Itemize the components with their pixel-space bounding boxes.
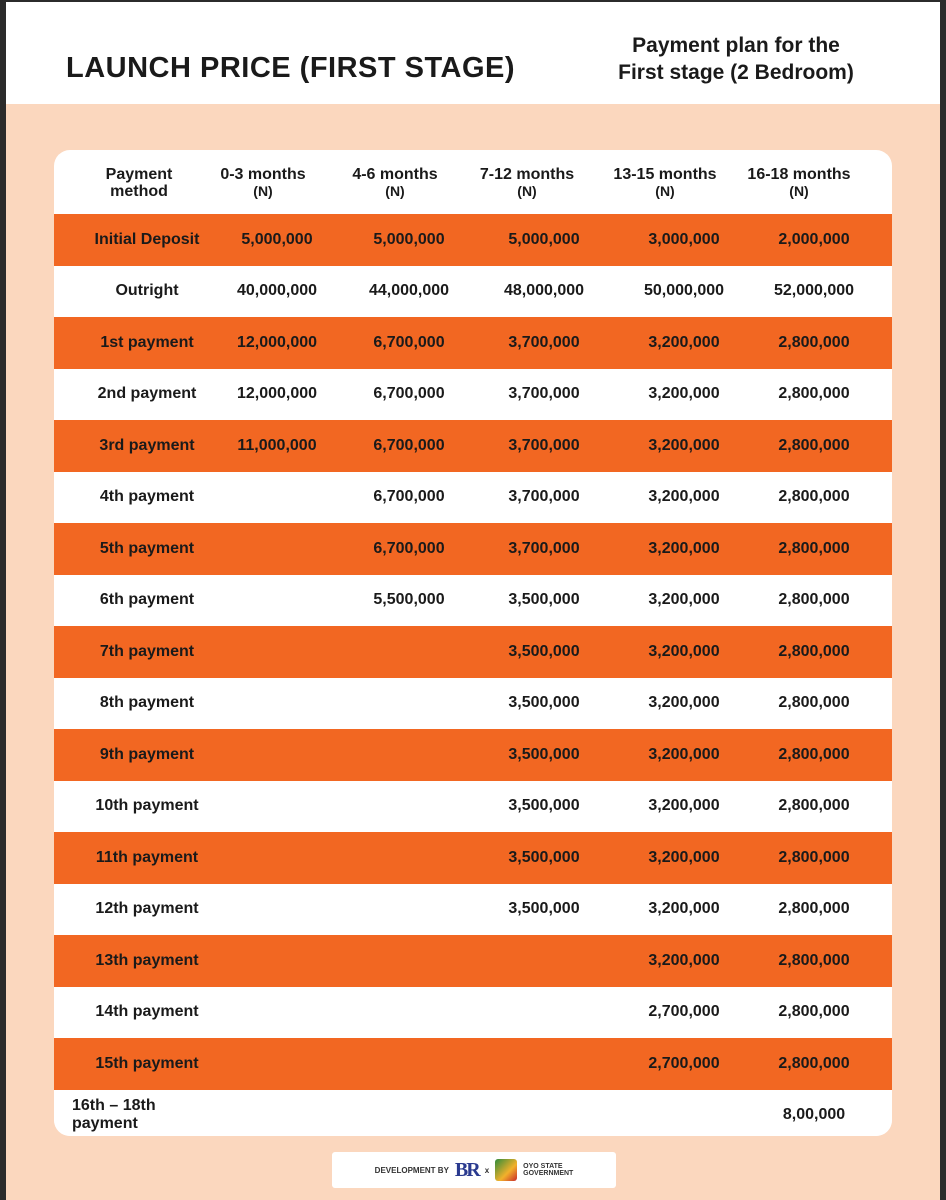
payment-method-cell: 2nd payment [97,385,197,403]
payment-method-cell: 7th payment [99,642,195,660]
amount-cell [212,1038,342,1090]
amount-cell: 2,800,000 [778,694,850,712]
table-row [54,832,892,884]
column-header-unit: (N) [655,183,675,199]
amount-cell: 3,500,000 [508,591,580,609]
amount-cell: 2,800,000 [778,1003,850,1021]
page-title: LAUNCH PRICE (FIRST STAGE) [66,52,516,84]
table-row [54,729,892,781]
amount-cell: 11,000,000 [237,436,317,454]
amount-cell: 5,000,000 [508,230,580,248]
amount-cell: 2,800,000 [778,642,850,660]
amount-cell [212,575,342,627]
amount-cell: 52,000,000 [773,282,855,300]
table-row [54,214,892,266]
amount-cell: 2,800,000 [778,539,850,557]
amount-cell [344,987,474,1039]
amount-cell [474,935,614,987]
amount-cell: 12,000,000 [236,385,318,403]
oyo-state-government-label [523,1163,573,1177]
amount-cell: 2,800,000 [778,745,850,763]
table-body [54,214,892,1136]
amount-cell [344,678,474,730]
table-row [54,987,892,1039]
column-header-payment-method [84,166,194,200]
amount-cell: 48,000,000 [503,282,585,300]
column-header-13-15-months [600,166,730,200]
amount-cell: 6,700,000 [373,333,445,351]
column-header-label: 7-12 months [479,166,575,183]
amount-cell: 3,700,000 [508,488,580,506]
amount-cell: 6,700,000 [373,385,445,403]
table-row [54,781,892,833]
amount-cell: 2,800,000 [778,797,850,815]
amount-cell [344,781,474,833]
amount-cell: 3,200,000 [648,436,720,454]
column-header-16-18-months [734,166,864,200]
amount-cell: 3,500,000 [508,848,580,866]
oyo-state-crest-icon [495,1159,517,1181]
subtitle-line-1: Payment plan for the [632,34,840,57]
table-row [54,626,892,678]
amount-cell: 5,000,000 [373,230,445,248]
amount-cell: 50,000,000 [643,282,725,300]
amount-cell: 3,200,000 [648,488,720,506]
amount-cell: 2,800,000 [778,951,850,969]
amount-cell: 2,800,000 [778,488,850,506]
amount-cell: 3,200,000 [648,642,720,660]
payment-method-cell: 10th payment [95,797,199,815]
amount-cell [212,626,342,678]
amount-cell: 2,700,000 [648,1054,720,1072]
amount-cell: 2,800,000 [778,900,850,918]
table-row [54,575,892,627]
amount-cell [212,987,342,1039]
amount-cell: 3,500,000 [508,642,580,660]
column-header-label: 4-6 months [352,166,438,183]
amount-cell [344,1090,474,1137]
amount-cell: 2,800,000 [778,436,850,454]
amount-cell: 3,200,000 [648,951,720,969]
payment-method-cell: 14th payment [95,1003,199,1021]
payment-method-cell: 1st payment [100,333,194,351]
amount-cell [344,626,474,678]
payment-method-cell: 15th payment [95,1054,199,1072]
amount-cell: 6,700,000 [373,488,445,506]
column-header-unit: (N) [517,183,537,199]
column-header-unit: (N) [789,183,809,199]
amount-cell: 3,200,000 [648,848,720,866]
amount-cell: 44,000,000 [368,282,450,300]
amount-cell: 5,000,000 [241,230,313,248]
amount-cell: 6,700,000 [373,539,445,557]
amount-cell: 3,500,000 [508,900,580,918]
payment-method-cell: 9th payment [99,745,195,763]
amount-cell: 3,700,000 [508,333,580,351]
amount-cell [474,987,614,1039]
column-header-label: 13-15 months [613,166,717,183]
amount-cell: 8,00,000 [782,1105,846,1123]
table-row [54,420,892,472]
amount-cell [344,729,474,781]
development-by-label: DEVELOPMENT BY [374,1165,449,1175]
column-header-0-3-months [204,166,322,200]
table-row [54,1038,892,1090]
header [6,2,940,104]
payment-method-cell: 11th payment [95,848,199,866]
table-row [54,935,892,987]
amount-cell [344,884,474,936]
amount-cell: 3,200,000 [648,385,720,403]
amount-cell [212,884,342,936]
table-header [54,150,892,214]
amount-cell [212,523,342,575]
table-row [54,472,892,524]
amount-cell [212,678,342,730]
amount-cell: 2,800,000 [778,848,850,866]
oyo-line-2: GOVERNMENT [523,1170,574,1177]
amount-cell: 3,200,000 [648,333,720,351]
amount-cell: 3,200,000 [648,539,720,557]
payment-method-cell: 13th payment [95,951,199,969]
amount-cell [344,935,474,987]
amount-cell: 2,700,000 [648,1003,720,1021]
payment-plan-table [54,150,892,1136]
amount-cell [344,1038,474,1090]
amount-cell: 3,700,000 [508,436,580,454]
amount-cell: 3,200,000 [648,797,720,815]
table-row [54,369,892,421]
payment-method-cell: 3rd payment [99,436,195,454]
amount-cell [212,729,342,781]
amount-cell: 3,000,000 [648,230,720,248]
amount-cell: 3,200,000 [648,900,720,918]
column-header-label: Payment method [105,166,173,200]
column-header-4-6-months [336,166,454,200]
page-subtitle [596,32,876,86]
amount-cell: 2,800,000 [778,333,850,351]
amount-cell [614,1090,754,1137]
amount-cell [212,935,342,987]
separator: x [484,1165,490,1175]
table-row [54,884,892,936]
amount-cell [474,1038,614,1090]
amount-cell: 3,500,000 [508,797,580,815]
amount-cell: 2,800,000 [778,1054,850,1072]
amount-cell: 2,000,000 [778,230,850,248]
column-header-label: 0-3 months [220,166,306,183]
amount-cell [344,832,474,884]
table-row [54,1090,892,1137]
payment-method-cell: Outright [115,282,179,300]
developer-badge [332,1152,616,1188]
br-logo: BR [454,1158,479,1181]
amount-cell [474,1090,614,1137]
amount-cell: 2,800,000 [778,385,850,403]
payment-method-cell: 6th payment [99,591,195,609]
amount-cell: 5,500,000 [373,591,445,609]
subtitle-line-2: First stage (2 Bedroom) [618,61,854,84]
column-header-label: 16-18 months [747,166,851,183]
column-header-7-12-months [466,166,588,200]
amount-cell: 3,700,000 [508,539,580,557]
amount-cell: 2,800,000 [778,591,850,609]
amount-cell: 3,200,000 [648,745,720,763]
amount-cell: 40,000,000 [236,282,318,300]
amount-cell [212,472,342,524]
payment-method-cell: 12th payment [95,900,199,918]
table-row [54,266,892,318]
table-row [54,317,892,369]
payment-method-cell: 16th – 18th payment [72,1096,156,1132]
table-row [54,678,892,730]
amount-cell [212,1090,342,1137]
oyo-line-1: OYO STATE [523,1163,563,1170]
amount-cell: 3,700,000 [508,385,580,403]
payment-method-cell: 8th payment [99,694,195,712]
amount-cell: 3,200,000 [648,591,720,609]
payment-method-cell: 4th payment [99,488,195,506]
amount-cell [212,781,342,833]
amount-cell: 3,200,000 [648,694,720,712]
amount-cell: 3,500,000 [508,745,580,763]
column-header-unit: (N) [253,183,273,199]
payment-method-cell: 5th payment [99,539,195,557]
payment-plan-page [6,2,940,1200]
amount-cell [212,832,342,884]
amount-cell: 12,000,000 [236,333,318,351]
amount-cell: 6,700,000 [373,436,445,454]
column-header-unit: (N) [385,183,405,199]
amount-cell: 3,500,000 [508,694,580,712]
payment-method-cell: Initial Deposit [94,230,200,248]
table-row [54,523,892,575]
